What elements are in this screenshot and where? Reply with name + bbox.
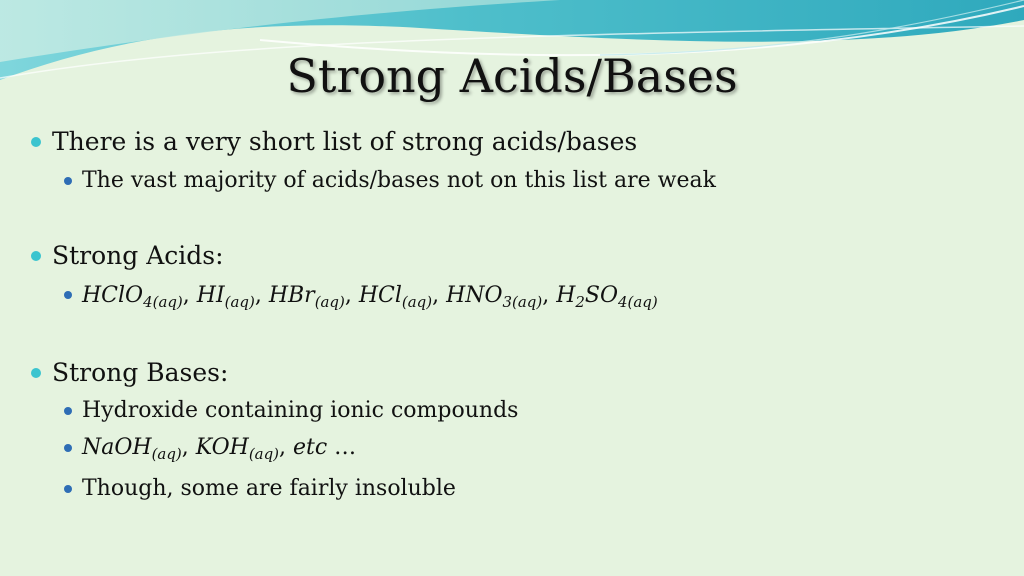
acids-formula-list: HClO$_{4(aq)}$, $HI_{(aq)}$, HBr$_{(aq)}$, HCl$_{(aq)}$, $HNO_{3(aq)}$, $H_2SO_{4(aq)}$ — [82, 283, 658, 312]
bullet-text: Strong Acids: — [52, 241, 224, 270]
sub-bullet-marker — [64, 177, 72, 185]
formula-hi: $HI_{(aq)}$ — [196, 283, 255, 312]
formula-hno3: $HNO_{3(aq)}$ — [446, 283, 543, 312]
formula-naoh: NaOH$_{(aq)}$ — [82, 435, 182, 464]
ellipsis: … — [334, 435, 357, 460]
bullet-marker — [31, 251, 41, 261]
formula-h2so4: $H_2SO_{4(aq)}$ — [556, 283, 658, 312]
formula-hcl: HCl$_{(aq)}$ — [358, 283, 433, 312]
formula-etc: etc — [292, 435, 328, 460]
bullet-text: There is a very short list of strong acids/bases — [52, 127, 638, 156]
bullet-marker — [31, 137, 41, 147]
formula-hclo4: HClO$_{4(aq)}$ — [82, 283, 183, 312]
bullet-text: Strong Bases: — [52, 358, 229, 387]
sub-bullet-text: Hydroxide containing ionic compounds — [82, 398, 519, 423]
sub-bullet-text: Though, some are fairly insoluble — [82, 476, 456, 501]
bullet-marker — [31, 368, 41, 378]
sub-bullet-marker — [64, 291, 72, 299]
formula-koh: $KOH_{(aq)}$ — [195, 435, 279, 464]
bases-formula-list: NaOH$_{(aq)}$, $KOH_{(aq)}$, etc … — [82, 435, 357, 464]
slide-title: Strong Acids/Bases — [286, 49, 738, 103]
sub-bullet-marker — [64, 407, 72, 415]
sub-bullet-marker — [64, 485, 72, 493]
formula-hbr: HBr$_{(aq)}$ — [268, 283, 345, 312]
sub-bullet-marker — [64, 444, 72, 452]
sub-bullet-text: The vast majority of acids/bases not on this list are weak — [82, 168, 716, 193]
